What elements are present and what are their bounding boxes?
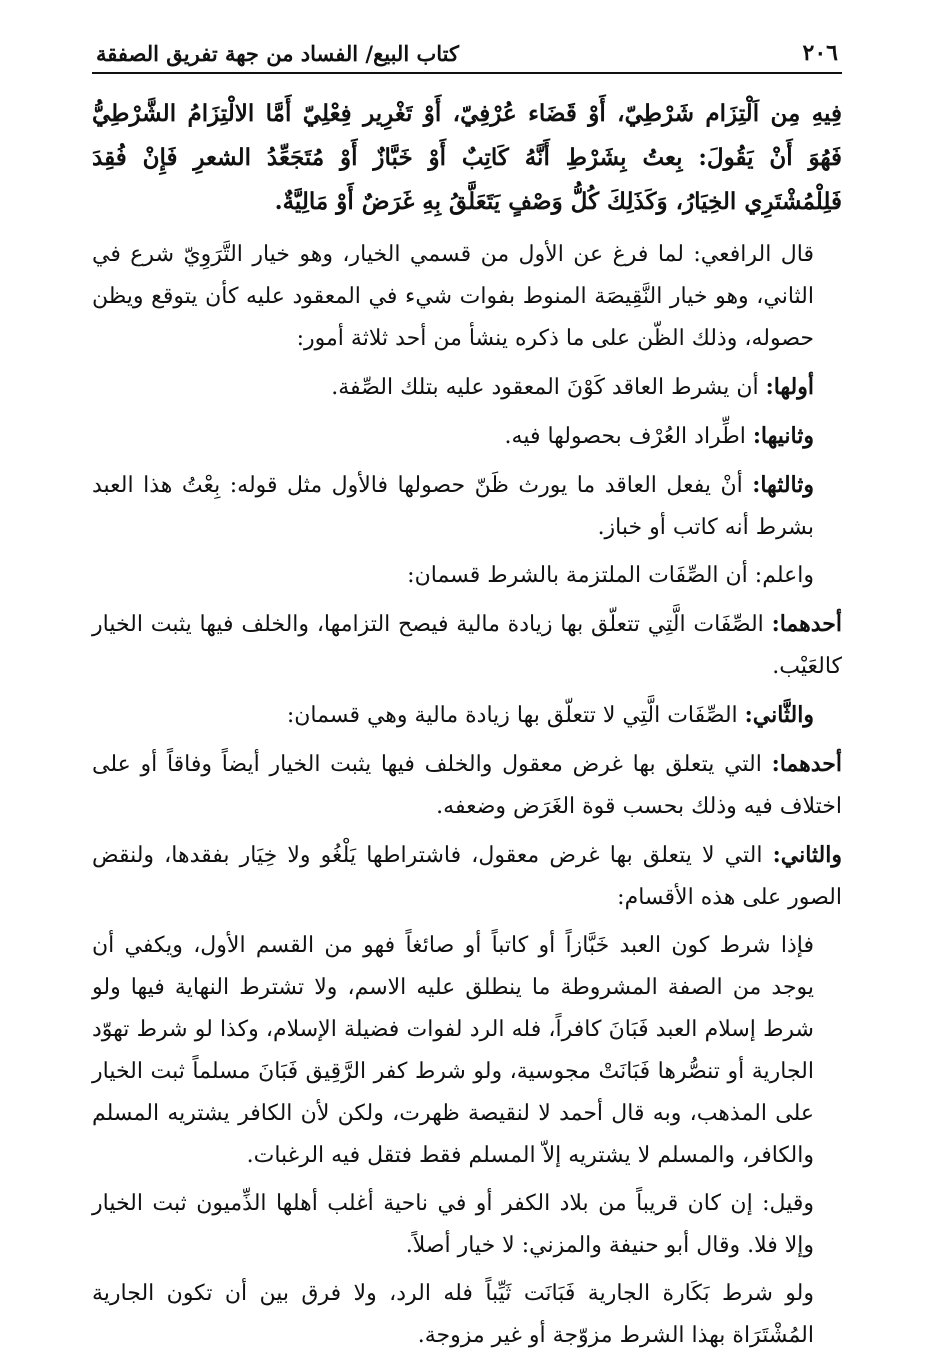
- commentary-paragraph: [92, 366, 842, 409]
- paragraph-lead: أحدهما:: [771, 751, 842, 777]
- matn-paragraph: [92, 92, 842, 224]
- page-header: [92, 40, 842, 74]
- commentary-paragraph: [92, 694, 842, 737]
- paragraph-lead: وثالثها:: [752, 472, 814, 498]
- commentary-paragraph: [92, 925, 842, 1177]
- commentary-paragraph: [92, 1183, 842, 1267]
- paragraph-text: وقيل: إن كان قريباً من بلاد الكفر أو في ناحية أغلب أهلها الذِّميون ثبت الخيار وإلا فلا. وقال أبو حنيفة والمزني: لا خيار أصلاً.: [92, 1191, 814, 1258]
- page-number: ٢٠٦: [802, 40, 838, 66]
- paragraph-text: أن يشرط العاقد كَوْنَ المعقود عليه بتلك الصِّفة.: [331, 375, 766, 400]
- paragraph-text: ولو شرط بَكَارة الجارية فَبَانَت ثَيِّباً فله الرد، ولا فرق بين أن تكون الجارية المُشْتَرَاة بهذا الشرط مزوّجة أو غير مزوجة.: [92, 1281, 814, 1348]
- paragraph-text: الصِّفَات الَّتِي لا تتعلّق بها زيادة مالية وهي قسمان:: [286, 703, 745, 728]
- paragraph-lead: والثاني:: [772, 842, 842, 868]
- paragraph-lead: وثانيها:: [752, 423, 814, 449]
- paragraph-lead: والثَّاني:: [744, 702, 814, 728]
- commentary-paragraph: [92, 1273, 842, 1357]
- commentary-paragraph: [92, 415, 842, 458]
- commentary-paragraph: [92, 234, 842, 360]
- running-title: كتاب البيع/ الفساد من جهة تفريق الصفقة: [96, 41, 459, 66]
- paragraph-text: واعلم: أن الصِّفَات الملتزمة بالشرط قسمان:: [407, 563, 814, 588]
- commentary-paragraph: [92, 743, 842, 828]
- paragraph-lead: أحدهما:: [771, 611, 842, 637]
- paragraph-lead: أولها:: [765, 374, 814, 400]
- paragraph-text: قال الرافعي: لما فرغ عن الأول من قسمي الخيار، وهو خيار التَّرَوِيّ شرع في الثاني، وهو خيار النَّقِيصَة المنوط بفوات شيء في المعقود عليه كأن يتوقع ويظن حصوله، وذلك الظّن على ما ذكره ينشأ من أحد ثلاثة أمور:: [92, 242, 814, 351]
- paragraph-text: أنْ يفعل العاقد ما يورث ظَنّ حصولها فالأول مثل قوله: بِعْتُ هذا العبد بشرط أنه كاتب أو خباز.: [92, 473, 814, 540]
- paragraph-text: التي لا يتعلق بها غرض معقول، فاشتراطها يَلْغُو ولا خِيَار بفقدها، ولنقض الصور على هذه الأقسام:: [92, 843, 842, 910]
- commentary-paragraph: [92, 464, 842, 549]
- paragraph-text: التي يتعلق بها غرض معقول والخلف فيها يثبت الخيار أيضاً وفاقاً أو على اختلاف فيه وذلك بحسب قوة الغَرَض وضعفه.: [92, 752, 842, 819]
- paragraph-text: فِيهِ مِن اَلْتِزَام شَرْطِيّ، أَوْ قَضَاء عُرْفِيّ، أَوْ تَغْرِير فِعْلِيّ أَمَّا الالْتِزَامُ الشَّرْطِيُّ فَهُوَ أَنْ يَقُولَ: بِعتُ بِشَرْطِ أَنَّهُ كَاتِبٌ أَوْ خَبَّازٌ أَوْ مُتَجَعِّدُ الشعرِ فَإِنْ فُقِدَ فَلِلْمُشْتَرِي الخِيَارُ، وَكَذَلِكَ كُلُّ وَصْفٍ يَتَعَلَّقُ بِهِ غَرَضٌ أَوْ مَالِيَّةٌ.: [92, 100, 842, 215]
- paragraph-text: الصِّفَات الَّتِي تتعلّق بها زيادة مالية فيصح التزامها، والخلف فيها يثبت الخيار كالعَيْب.: [92, 612, 842, 679]
- commentary-paragraph: [92, 834, 842, 919]
- commentary-paragraph: [92, 603, 842, 688]
- paragraph-text: فإذا شرط كون العبد خَبَّازاً أو كاتباً أو صائغاً فهو من القسم الأول، ويكفي أن يوجد من الصفة المشروطة ما ينطلق عليه الاسم، ولا تشترط النهاية فيها ولو شرط إسلام العبد فَبَانَ كافراً، فله الرد لفوات فضيلة الإسلام، وكذا لو شرط تهوّد الجارية أو تنصُّرها فَبَانَتْ مجوسية، ولو شرط كفر الرَّقِيق فَبَانَ مسلماً ثبت الخيار على المذهب، وبه قال أحمد لا لنقيصة ظهرت، ولكن لأن الكافر يشتريه المسلم والكافر، والمسلم لا يشتريه إلاّ المسلم فقط فتقل فيه الرغبات.: [92, 933, 814, 1168]
- commentary-paragraph: [92, 555, 842, 597]
- paragraph-text: اطِّراد العُرْف بحصولها فيه.: [504, 424, 753, 449]
